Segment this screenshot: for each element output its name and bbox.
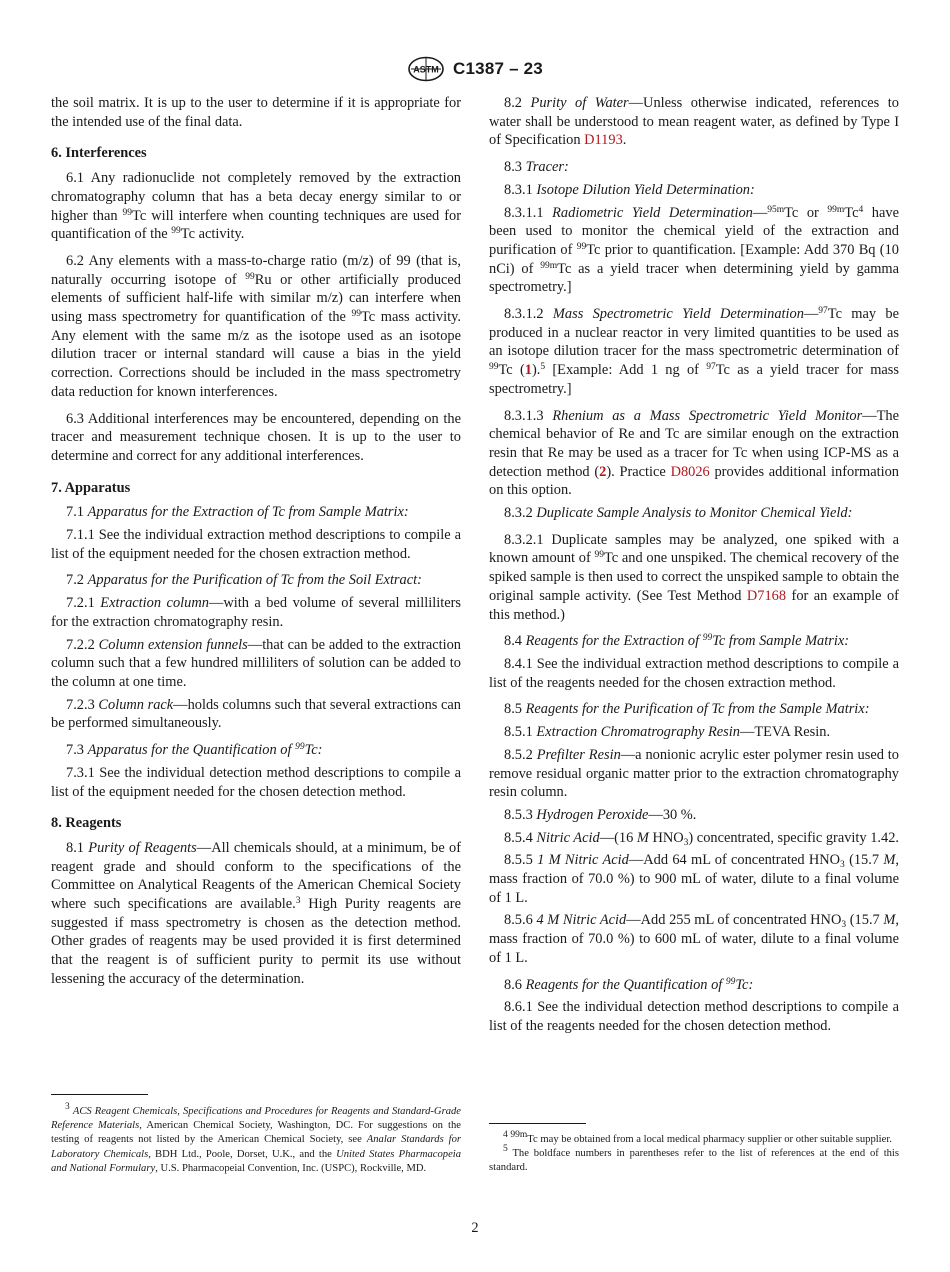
left-column [51, 94, 461, 993]
footnote-3: $^3$ ACS Reagent Chemicals, Specifications and Procedures for Reagents and Standard-Grade Reference Materials, American Chemical Society, Washington, DC. For suggestions on the testing of reagents not listed by the American Chemical Society, see Analar Standards for Laboratory Chemicals, BDH Ltd., Poole, Dorset, U.K., and the United States Pharmacopeia and National Formulary, U.S. Pharmacopeial Convention, Inc. (USPC), Rockville, MD. [51, 1102, 462, 1174]
reference-link-d1193[interactable]: D1193 [584, 132, 623, 149]
paragraph-8-5: 8.5 Reagents for the Purification of Tc from the Sample Matrix: [504, 701, 870, 718]
paragraph-8-3-1-2: 8.3.1.2 Mass Spectrometric Yield Determination—$^{97}$Tc may be produced in a nuclear reactor in very limited quantities to be used as an isotope dilution tracer for the mass spectrometric determination of $^{99}$Tc (1).$^5$ [Example: Add 1 ng of $^{97}$Tc as a yield tracer for mass spectrometry.] [489, 306, 900, 397]
reference-link-d7168[interactable]: D7168 [746, 587, 787, 604]
paragraph-7-2-1: 7.2.1 Extraction column—with a bed volume of several milliliters for the extraction chromatography resin. [51, 595, 461, 630]
section-8-heading: 8. Reagents [51, 815, 122, 832]
astm-logo-icon [407, 56, 445, 82]
paragraph-8-5-3: 8.5.3 Hydrogen Peroxide—30 %. [504, 806, 697, 823]
section-6-heading: 6. Interferences [51, 145, 147, 162]
paragraph-8-3-1-1: 8.3.1.1 Radiometric Yield Determination—$^{95m}$Tc or $^{99m}$Tc$^4$ have been used to monitor the chemical yield of the extraction and purification of $^{99}$Tc prior to quantification. [Example: Add 370 Bq (10 nCi) of $^{99m}$Tc as a yield tracer when determining yield by gamma spectrometry.] [489, 204, 899, 296]
page-header [0, 56, 950, 82]
footnote-4: $^4$ $^{99m}$Tc may be obtained from a local medical pharmacy supplier or other suitable supplier. [503, 1130, 892, 1145]
right-column [489, 94, 899, 1040]
footnotes-left [51, 1102, 462, 1176]
paragraph-7-3-1: 7.3.1 See the individual detection method descriptions to compile a list of the equipment needed for the chosen detection method. [51, 764, 461, 800]
paragraph-8-5-5: 8.5.5 1 M Nitric Acid—Add 64 mL of concentrated $HNO_3$ (15.7 M, mass fraction of 70.0 %) to 900 mL of water, dilute to a final volume of 1 L. [489, 852, 899, 906]
paragraph-8-2: 8.2 Purity of Water—Unless otherwise indicated, references to water shall be understood to mean reagent water, as defined by Type I of Specification D1193. [489, 95, 899, 149]
svg-text:ASTM: ASTM [413, 64, 439, 75]
paragraph-8-3-1-3: 8.3.1.3 Rhenium as a Mass Spectrometric Yield Monitor—The chemical behavior of Re and Tc are similar enough on the extraction resin that Re may be used as a tracer for Tc when using ICP-MS as a detection method (2). Practice D8026 provides additional information on this option. [489, 407, 899, 499]
paragraph-8-3: 8.3 Tracer: [504, 159, 569, 176]
paragraph-8-1: 8.1 Purity of Reagents—All chemicals should, at a minimum, be of reagent grade and should conform to the specifications of the Committee on Analytical Reagents of the American Chemical Society where such specifications are available.$^3$ High Purity reagents are suggested if mass spectrometry is chosen as the detection method. Other grades of reagents may be used provided it is first determined that the reagent is of sufficient purity to permit its use without lessening the accuracy of the determination. [51, 839, 462, 987]
document-designation: C1387 – 23 [453, 59, 543, 78]
paragraph-7-2: 7.2 Apparatus for the Purification of Tc from the Soil Extract: [66, 572, 422, 589]
intro-paragraph: the soil matrix. It is up to the user to determine if it is appropriate for the intended use of the final data. [51, 95, 461, 130]
paragraph-8-5-1: 8.5.1 Extraction Chromatrography Resin—TEVA Resin. [504, 724, 831, 741]
paragraph-6-2: 6.2 Any elements with a mass-to-charge ratio (m/z) of 99 (that is, naturally occurring isotope of $^{99}$Ru or other artificially produced elements of sufficient half-life with similar m/z) can interfere when using mass spectrometry for quantification of the $^{99}$Tc mass activity. Any element with the same m/z as the isotope used as an isotope dilution tracer or internal standard will cause a bias in the yield correction. Corrections should be included in the mass spectrometry data reduction for known interferences. [51, 252, 461, 400]
footnote-5: $^5$ The boldface numbers in parentheses refer to the list of references at the end of this standard. [489, 1144, 899, 1174]
paragraph-7-1: 7.1 Apparatus for the Extraction of Tc from Sample Matrix: [66, 504, 409, 521]
paragraph-8-5-2: 8.5.2 Prefilter Resin—a nonionic acrylic ester polymer resin used to remove residual organic matter prior to the extraction chromatography resin column. [489, 746, 899, 801]
paragraph-8-3-1: 8.3.1 Isotope Dilution Yield Determination: [504, 181, 755, 198]
paragraph-7-3: 7.3 Apparatus for the Quantification of $^{99}$Tc: [66, 742, 323, 759]
paragraph-8-5-4: 8.5.4 Nitric Acid—(16 M $HNO_3$) concentrated, specific gravity 1.42. [504, 829, 899, 848]
footnote-divider-left [51, 1094, 148, 1095]
paragraph-7-2-2: 7.2.2 Column extension funnels—that can be added to the extraction column such that a few hundred milliliters of solution can be added to the column at one time. [51, 636, 462, 690]
paragraph-8-6-1: 8.6.1 See the individual detection method descriptions to compile a list of the reagents needed for the chosen detection method. [489, 999, 899, 1034]
paragraph-8-5-6: 8.5.6 4 M Nitric Acid—Add 255 mL of concentrated $HNO_3$ (15.7 M, mass fraction of 70.0 %) to 600 mL of water, dilute to a final volume of 1 L. [489, 912, 900, 966]
paragraph-8-6: 8.6 Reagents for the Quantification of $^{99}$Tc: [504, 976, 754, 993]
paragraph-6-1: 6.1 Any radionuclide not completely removed by the extraction chromatography column that has a beta decay energy similar to or higher than $^{99}$Tc will interfere when counting techniques are used for quantification of the $^{99}$Tc activity. [51, 170, 461, 243]
paragraph-8-4: 8.4 Reagents for the Extraction of $^{99}$Tc from Sample Matrix: [504, 633, 850, 650]
footnote-divider-right [489, 1123, 586, 1124]
paragraph-8-4-1: 8.4.1 See the individual extraction method descriptions to compile a list of the reagents needed for the chosen extraction method. [489, 655, 899, 691]
reference-link-d8026[interactable]: D8026 [670, 463, 710, 480]
paragraph-8-3-2-1: 8.3.2.1 Duplicate samples may be analyzed, one spiked with a known amount of $^{99}$Tc and one unspiked. The chemical recovery of the spiked sample is then used to correct the unspiked sample to obtain the original sample activity. (See Test Method D7168 for an example of this method.) [489, 531, 899, 623]
section-7-heading: 7. Apparatus [51, 479, 131, 496]
paragraph-7-1-1: 7.1.1 See the individual extraction method descriptions to compile a list of the equipment needed for the chosen extraction method. [51, 527, 461, 562]
reference-link-2[interactable]: 2 [599, 463, 607, 480]
reference-link-1[interactable]: 1 [524, 362, 532, 379]
paragraph-6-3: 6.3 Additional interferences may be encountered, depending on the tracer and measurement technique chosen. It is up to the user to determine and correct for any additional interferences. [51, 410, 461, 464]
paragraph-7-2-3: 7.2.3 Column rack—holds columns such that several extractions can be performed simultaneously. [51, 696, 461, 732]
page-number: 2 [471, 1220, 479, 1236]
paragraph-8-3-2: 8.3.2 Duplicate Sample Analysis to Monitor Chemical Yield: [504, 505, 853, 522]
footnotes-right [489, 1130, 899, 1176]
